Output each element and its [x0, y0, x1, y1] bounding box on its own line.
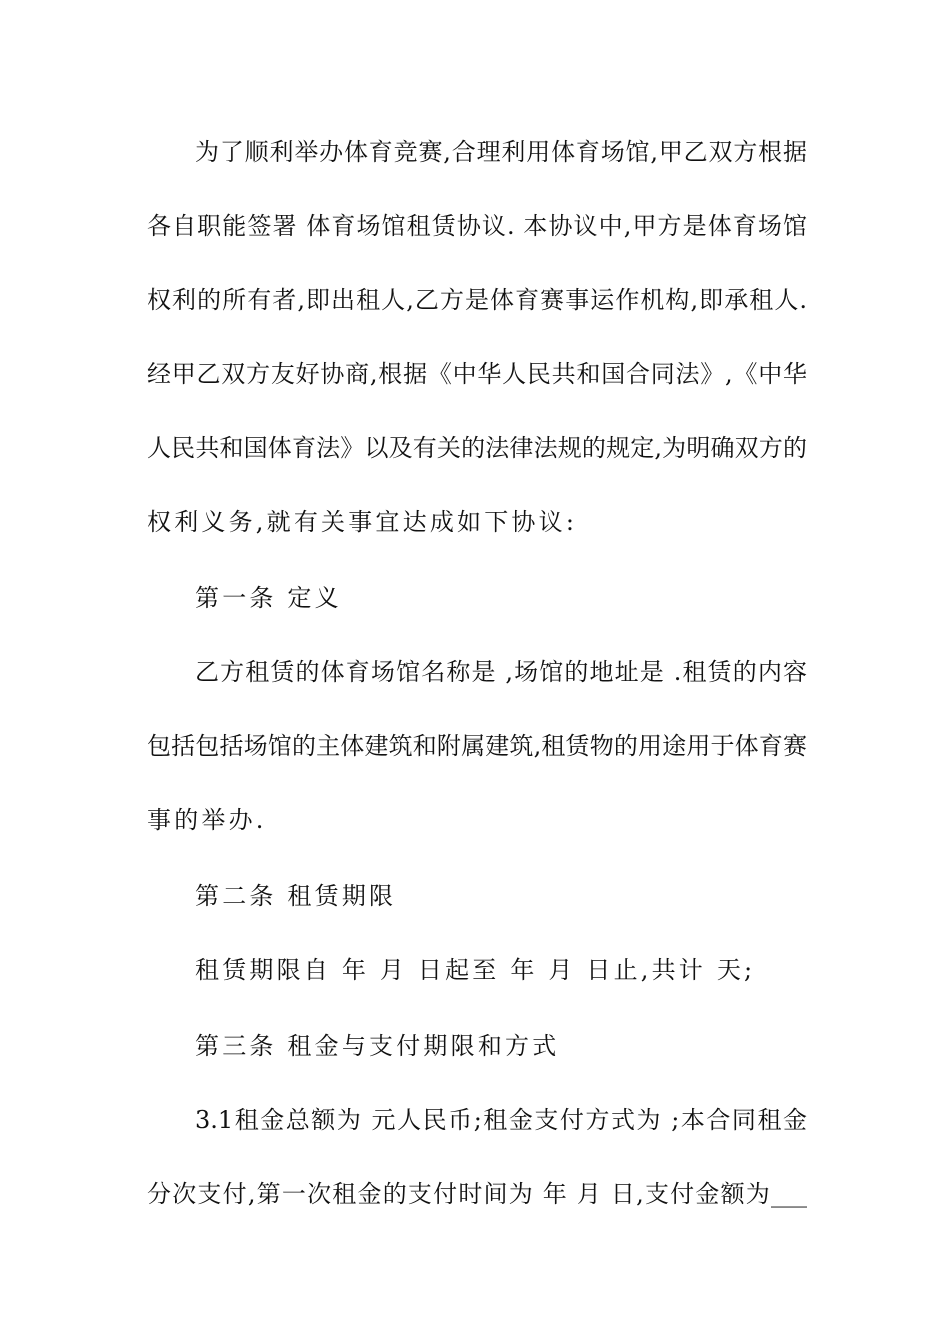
paragraph-intro-line-5: 人民共和国体育法》以及有关的法律法规的规定,为明确双方的	[147, 434, 807, 462]
article-2-heading: 第二条 租赁期限	[195, 882, 397, 910]
paragraph-intro-line-3: 权利的所有者,即出租人,乙方是体育赛事运作机构,即承租人.	[147, 286, 807, 314]
paragraph-intro-line-6: 权利义务,就有关事宜达成如下协议:	[147, 508, 578, 536]
article-1-heading: 第一条 定义	[195, 584, 342, 612]
article-1-line-2: 包括包括场馆的主体建筑和附属建筑,租赁物的用途用于体育赛	[147, 732, 807, 760]
article-1-line-3: 事的举办.	[147, 806, 267, 834]
article-3-line-1: 3.1租金总额为 元人民币;租金支付方式为 ;本合同租金	[195, 1106, 807, 1134]
article-1-line-1: 乙方租赁的体育场馆名称是 ,场馆的地址是 .租赁的内容	[195, 658, 807, 686]
paragraph-intro-line-4: 经甲乙双方友好协商,根据《中华人民共和国合同法》,《中华	[147, 360, 807, 388]
paragraph-intro-line-1: 为了顺利举办体育竞赛,合理利用体育场馆,甲乙双方根据	[195, 138, 807, 166]
article-3-line-2: 分次支付,第一次租金的支付时间为 年 月 日,支付金额为___	[147, 1180, 807, 1208]
article-2-line-1: 租赁期限自 年 月 日起至 年 月 日止,共计 天;	[195, 956, 756, 984]
paragraph-intro-line-2: 各自职能签署 体育场馆租赁协议. 本协议中,甲方是体育场馆	[147, 212, 807, 240]
article-3-heading: 第三条 租金与支付期限和方式	[195, 1032, 560, 1060]
